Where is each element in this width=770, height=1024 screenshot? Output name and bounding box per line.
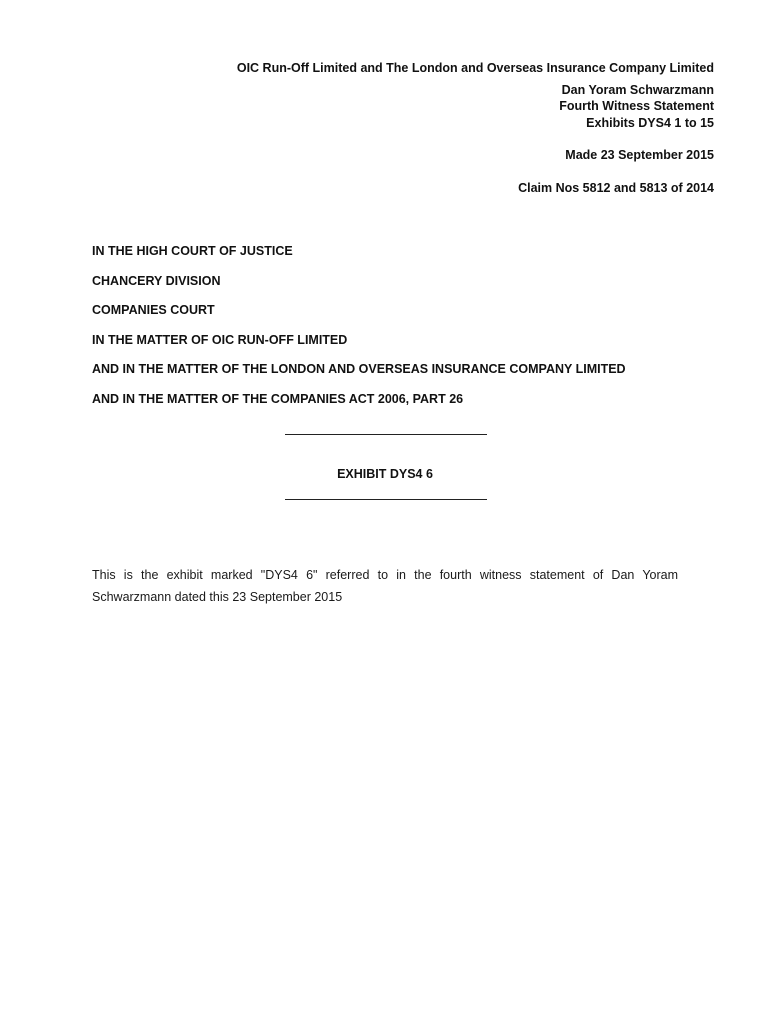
exhibit-title: EXHIBIT DYS4 6 bbox=[337, 467, 433, 481]
exhibits-range: Exhibits DYS4 1 to 15 bbox=[586, 115, 714, 130]
court-heading-companies-court: COMPANIES COURT bbox=[92, 303, 215, 317]
made-date: Made 23 September 2015 bbox=[565, 148, 714, 162]
court-heading-matter-london-overseas: AND IN THE MATTER OF THE LONDON AND OVERSEAS INSURANCE COMPANY LIMITED bbox=[92, 362, 626, 376]
document-header bbox=[56, 60, 714, 196]
claim-numbers: Claim Nos 5812 and 5813 of 2014 bbox=[518, 180, 714, 195]
court-heading-matter-companies-act: AND IN THE MATTER OF THE COMPANIES ACT 2006, PART 26 bbox=[92, 391, 464, 406]
case-title: OIC Run-Off Limited and The London and Overseas Insurance Company Limited bbox=[236, 61, 714, 75]
court-heading-matter-oic: IN THE MATTER OF OIC RUN-OFF LIMITED bbox=[92, 332, 348, 347]
court-headings bbox=[92, 243, 714, 420]
exhibit-description-paragraph: This is the exhibit marked "DYS4 6" referred to in the fourth witness statement of Dan Yoram Schwarzmann dated this 23 September 2015 bbox=[92, 567, 678, 604]
statement-type: Fourth Witness Statement bbox=[559, 99, 714, 113]
witness-name: Dan Yoram Schwarzmann bbox=[561, 82, 714, 97]
separator-line-bottom bbox=[285, 499, 487, 500]
separator-line-top bbox=[285, 434, 487, 435]
court-heading-high-court: IN THE HIGH COURT OF JUSTICE bbox=[92, 244, 293, 258]
court-heading-chancery: CHANCERY DIVISION bbox=[92, 273, 221, 288]
